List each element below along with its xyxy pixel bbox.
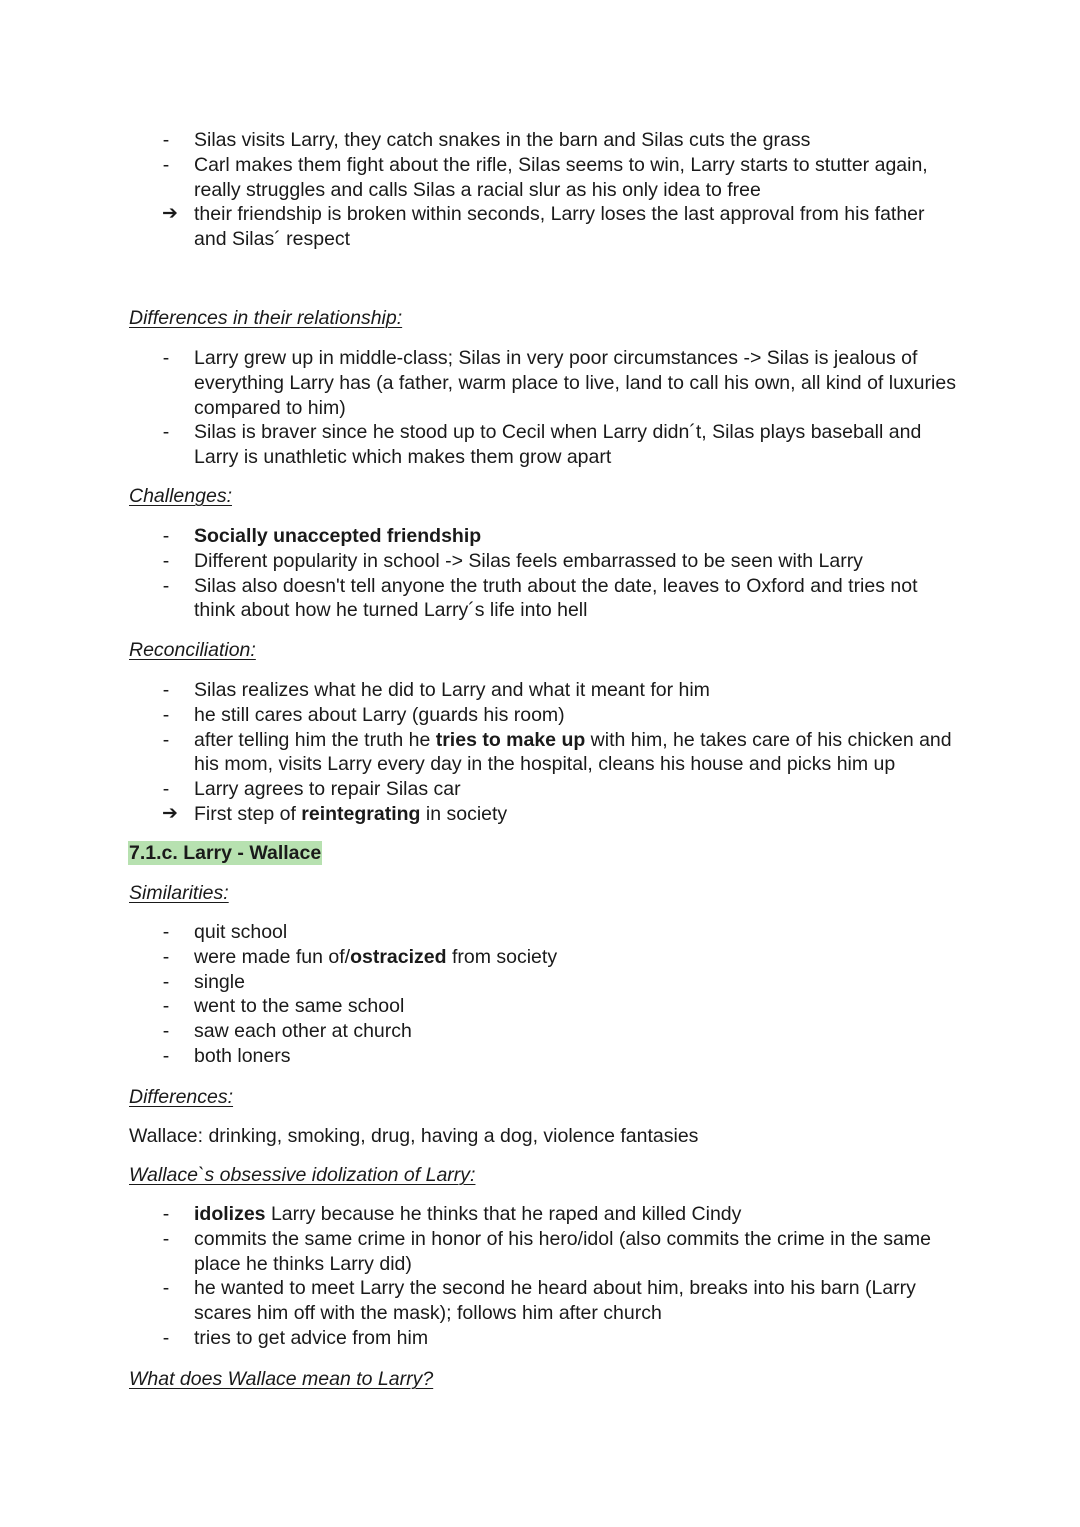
list-item: - Larry agrees to repair Silas car: [0, 777, 1080, 802]
dash-marker: -: [162, 153, 170, 176]
list-item: - commits the same crime in honor of his hero/idol (also commits the crime in the same place he thinks Larry did): [0, 1227, 1080, 1277]
list-item: - both loners: [0, 1044, 1080, 1069]
challenges-list: [0, 524, 1080, 623]
list-item: - Silas realizes what he did to Larry and what it meant for him: [0, 678, 1080, 703]
list-item: - Larry grew up in middle-class; Silas in very poor circumstances -> Silas is jealous of everything Larry has (a father, warm place to live, land to call his own, all kind of luxuries compared to him): [0, 346, 1080, 420]
list-item: ➔ their friendship is broken within seconds, Larry loses the last approval from his father and Silas´ respect: [162, 203, 925, 251]
dash-marker: -: [162, 1020, 170, 1043]
list-item: - went to the same school: [0, 994, 1080, 1019]
dash-marker: -: [162, 921, 170, 943]
list-item: - idolizes Larry because he thinks that he raped and killed Cindy: [0, 1202, 1080, 1227]
dash-marker: -: [162, 1203, 170, 1225]
list-item: - saw each other at church: [0, 1019, 1080, 1044]
dash-marker: -: [162, 525, 170, 547]
idolization-heading: Wallace`s obsessive idolization of Larry:: [129, 1164, 476, 1186]
dash-marker: -: [162, 995, 170, 1018]
dash-marker: -: [162, 549, 170, 572]
list-item: ➔ First step of reintegrating in society: [162, 802, 508, 825]
list-item: - single: [0, 970, 1080, 995]
dash-marker: -: [162, 421, 170, 444]
list-item: - Silas visits Larry, they catch snakes in the barn and Silas cuts the grass: [0, 128, 1080, 153]
challenges-heading: Challenges:: [129, 485, 232, 507]
dash-marker: -: [162, 703, 170, 726]
section-title-larry-wallace: 7.1.c. Larry - Wallace: [129, 842, 322, 864]
list-item: - quit school: [0, 920, 1080, 945]
dash-marker: -: [162, 970, 170, 993]
idolization-list: [0, 1202, 1080, 1351]
dash-marker: -: [162, 728, 170, 751]
list-item: - Different popularity in school -> Silas feels embarrassed to be seen with Larry: [0, 549, 1080, 574]
differences-text: Wallace: drinking, smoking, drug, having a dog, violence fantasies: [129, 1125, 699, 1147]
reconciliation-heading: Reconciliation:: [129, 639, 256, 661]
dash-marker: -: [162, 1227, 170, 1250]
list-item: - Socially unaccepted friendship: [0, 524, 1080, 549]
meaning-heading: What does Wallace mean to Larry?: [129, 1368, 434, 1390]
reconciliation-list: [0, 678, 1080, 827]
list-item: - he still cares about Larry (guards his room): [0, 703, 1080, 728]
list-item: - tries to get advice from him: [0, 1326, 1080, 1351]
dash-marker: -: [162, 679, 170, 701]
list-item: - after telling him the truth he tries to make up with him, he takes care of his chicken and his mom, visits Larry every day in the hospital, cleans his house and picks him up: [0, 728, 1080, 778]
list-item: - he wanted to meet Larry the second he heard about him, breaks into his barn (Larry scares him off with the mask); follows him after church: [0, 1276, 1080, 1326]
dash-marker: -: [162, 778, 170, 801]
dash-marker: -: [162, 1277, 170, 1300]
list-item: - were made fun of/ostracized from society: [0, 945, 1080, 970]
differences-relationship-list: [0, 346, 1080, 470]
dash-marker: -: [162, 129, 170, 151]
arrow-icon: ➔: [162, 802, 178, 824]
differences-heading: Differences:: [129, 1086, 234, 1108]
similarities-heading: Similarities:: [129, 882, 229, 904]
arrow-icon: ➔: [162, 203, 178, 225]
dash-marker: -: [162, 574, 170, 597]
list-item: - Silas is braver since he stood up to Cecil when Larry didn´t, Silas plays baseball and Larry is unathletic which makes them grow apart: [0, 420, 1080, 470]
similarities-list: [0, 920, 1080, 1069]
dash-marker: -: [162, 1044, 170, 1067]
dash-marker: -: [162, 347, 170, 369]
list-item: - Silas also doesn't tell anyone the truth about the date, leaves to Oxford and tries not think about how he turned Larry´s life into hell: [0, 574, 1080, 624]
dash-marker: -: [162, 1326, 170, 1349]
intro-list: [0, 128, 1080, 252]
dash-marker: -: [162, 945, 170, 968]
list-item: - Carl makes them fight about the rifle, Silas seems to win, Larry starts to stutter again, really struggles and calls Silas a racial slur as his only idea to free: [0, 153, 1080, 203]
differences-relationship-heading: Differences in their relationship:: [129, 307, 403, 329]
